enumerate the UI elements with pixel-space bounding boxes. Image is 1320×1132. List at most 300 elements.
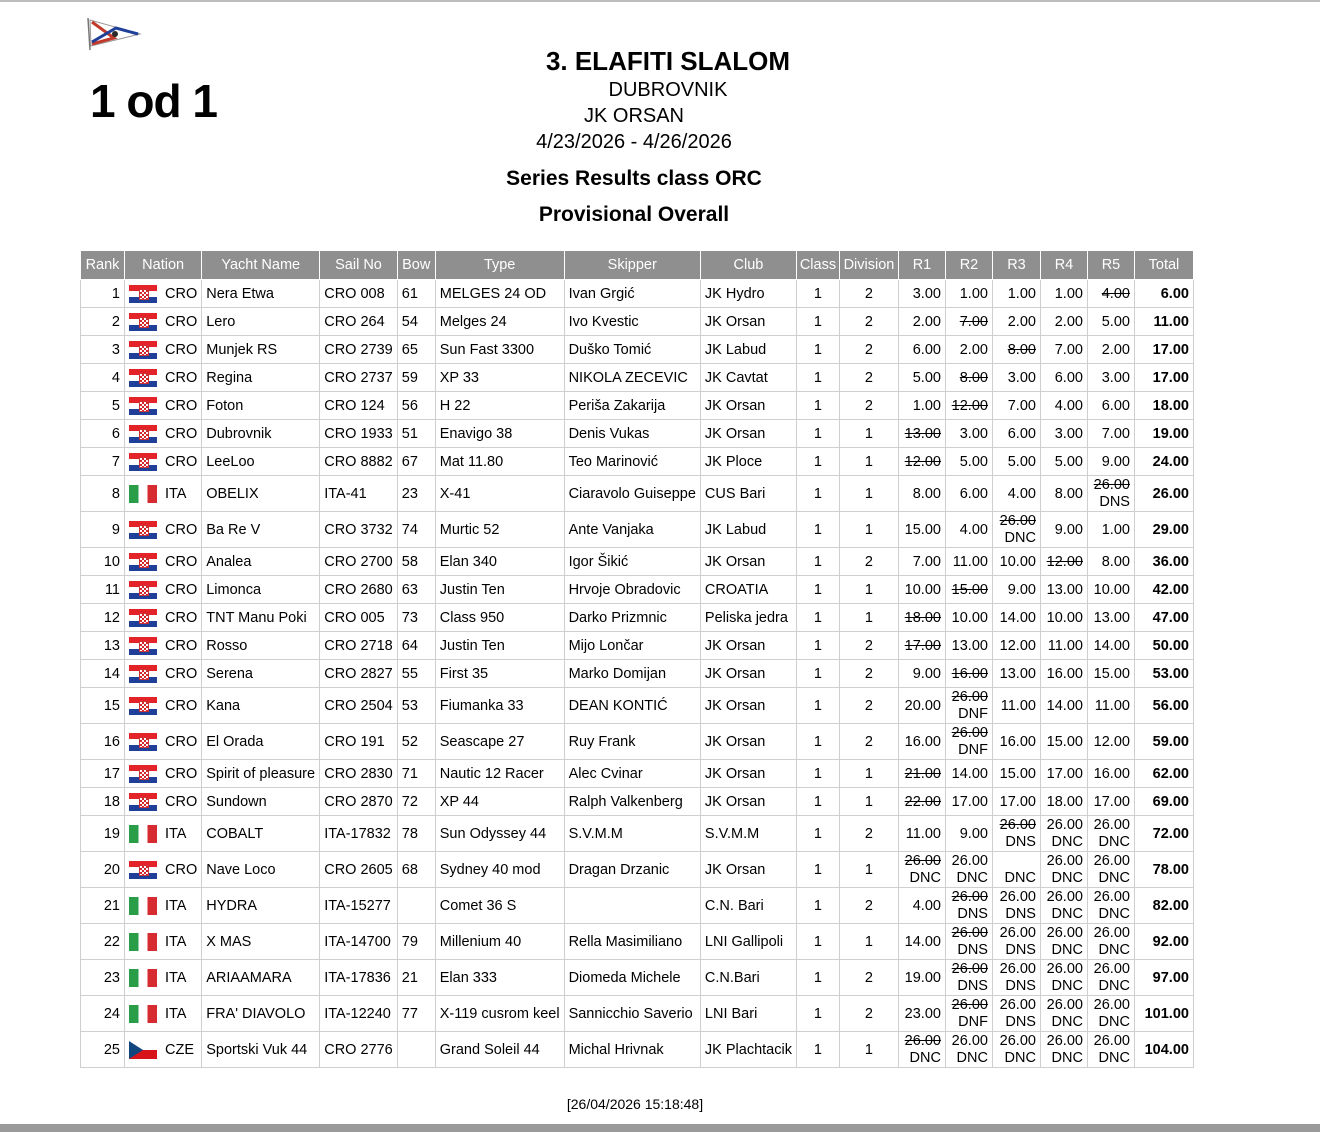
nation-code: CRO [165,581,198,598]
nation-code: ITA [165,969,187,986]
race-score-r3 [992,392,1040,420]
score-points: 2.00 [1054,313,1083,330]
race-score-r2 [945,760,992,788]
race-score-r3 [992,308,1040,336]
race-score-r3 [992,512,1040,548]
table-row [81,548,1194,576]
race-score-r1 [898,448,945,476]
score-points: 26.00 [1046,996,1083,1013]
bow-number: 59 [397,364,435,392]
row-rank: 21 [81,888,125,924]
score-code: DNS [1005,905,1036,922]
bow-number: 53 [397,688,435,724]
event-dates: 4/23/2026 - 4/26/2026 [536,131,732,153]
table-row [81,392,1194,420]
cro-flag-icon [129,733,157,751]
race-score-r1 [898,888,945,924]
yacht-name: Munjek RS [202,336,320,364]
table-row [81,576,1194,604]
bow-number [397,1032,435,1068]
bow-number: 55 [397,660,435,688]
club-name: LNI Bari [700,996,796,1032]
race-score-r2 [945,308,992,336]
score-points: 12.00 [951,397,988,414]
nation-cell [125,852,202,888]
division-value: 2 [839,816,898,852]
cro-flag-icon [129,285,157,303]
race-score-r5 [1087,660,1134,688]
score-points: 7.00 [1054,341,1083,358]
cro-flag-icon [129,665,157,683]
nation-cell [125,1032,202,1068]
race-score-r3 [992,632,1040,660]
yacht-name: El Orada [202,724,320,760]
race-score-r1 [898,392,945,420]
cro-flag-icon [129,341,157,359]
ita-flag-icon [129,897,157,915]
sail-number: CRO 2605 [320,852,398,888]
cro-flag-icon [129,609,157,627]
nation-cell [125,816,202,852]
sail-number: CRO 005 [320,604,398,632]
nation-cell [125,512,202,548]
score-points: 10.00 [1093,581,1130,598]
race-score-r1 [898,852,945,888]
nation-code: CRO [165,397,198,414]
yacht-name: ARIAAMARA [202,960,320,996]
score-code: DNC [909,869,941,886]
score-points [997,853,1036,870]
col-r2: R2 [945,251,992,280]
total-score: 50.00 [1134,632,1193,660]
score-code: DNS [957,905,988,922]
total-score: 92.00 [1134,924,1193,960]
row-rank: 19 [81,816,125,852]
score-points: 6.00 [1054,369,1083,386]
boat-type: Melges 24 [435,308,564,336]
sail-number: CRO 1933 [320,420,398,448]
race-score-r1 [898,548,945,576]
class-value: 1 [796,888,839,924]
score-points: 14.00 [1093,637,1130,654]
score-points: 26.00 [951,924,988,941]
boat-type: Seascape 27 [435,724,564,760]
score-points: 9.00 [1101,453,1130,470]
skipper-name: Teo Marinović [564,448,700,476]
col-total: Total [1134,251,1193,280]
club-name: JK Orsan [700,852,796,888]
total-score: 53.00 [1134,660,1193,688]
score-points: 6.00 [959,485,988,502]
race-score-r1 [898,420,945,448]
table-row [81,308,1194,336]
row-rank: 13 [81,632,125,660]
race-score-r1 [898,1032,945,1068]
club-name: JK Orsan [700,420,796,448]
race-score-r3 [992,688,1040,724]
race-score-r4 [1040,476,1087,512]
yacht-name: Nave Loco [202,852,320,888]
division-value: 2 [839,548,898,576]
score-points: 17.00 [1046,765,1083,782]
total-score: 19.00 [1134,420,1193,448]
race-score-r5 [1087,280,1134,308]
score-code: DNS [1005,1013,1036,1030]
score-points: 7.00 [1101,425,1130,442]
total-score: 97.00 [1134,960,1193,996]
race-score-r4 [1040,280,1087,308]
score-points: 14.00 [904,933,941,950]
table-row [81,364,1194,392]
sail-number: ITA-17836 [320,960,398,996]
col-r1: R1 [898,251,945,280]
division-value: 1 [839,1032,898,1068]
table-row [81,996,1194,1032]
score-points: 9.00 [912,665,941,682]
class-value: 1 [796,760,839,788]
score-points: 19.00 [904,969,941,986]
division-value: 2 [839,364,898,392]
race-score-r4 [1040,724,1087,760]
club-name: JK Hydro [700,280,796,308]
race-score-r5 [1087,632,1134,660]
score-points: 6.00 [1101,397,1130,414]
yacht-name: Serena [202,660,320,688]
race-score-r3 [992,548,1040,576]
race-score-r2 [945,888,992,924]
score-code: DNS [1005,977,1036,994]
score-points: 26.00 [951,688,988,705]
col-type: Type [435,251,564,280]
yacht-name: Lero [202,308,320,336]
cro-flag-icon [129,765,157,783]
yacht-name: Ba Re V [202,512,320,548]
score-points: 10.00 [1046,609,1083,626]
score-points: 5.00 [912,369,941,386]
skipper-name: Ruy Frank [564,724,700,760]
total-score: 11.00 [1134,308,1193,336]
score-points: 26.00 [1093,924,1130,941]
race-score-r5 [1087,448,1134,476]
score-points: 26.00 [1046,924,1083,941]
bow-number: 21 [397,960,435,996]
sail-number: ITA-41 [320,476,398,512]
class-value: 1 [796,604,839,632]
score-points: 3.00 [1054,425,1083,442]
row-rank: 11 [81,576,125,604]
score-points: 12.00 [999,637,1036,654]
total-score: 78.00 [1134,852,1193,888]
score-points: 1.00 [1101,521,1130,538]
score-code: DNC [956,1049,988,1066]
score-points: 26.00 [951,852,988,869]
score-points: 18.00 [904,609,941,626]
row-rank: 18 [81,788,125,816]
row-rank: 22 [81,924,125,960]
class-value: 1 [796,1032,839,1068]
table-row [81,632,1194,660]
score-points: 4.00 [1007,485,1036,502]
score-code: DNC [1004,869,1036,886]
sail-number: ITA-14700 [320,924,398,960]
yacht-name: COBALT [202,816,320,852]
score-code: DNC [1098,1049,1130,1066]
boat-type: Comet 36 S [435,888,564,924]
race-score-r2 [945,816,992,852]
division-value: 2 [839,336,898,364]
race-score-r5 [1087,604,1134,632]
race-score-r3 [992,788,1040,816]
row-rank: 6 [81,420,125,448]
race-score-r2 [945,476,992,512]
race-score-r5 [1087,420,1134,448]
score-code: DNC [1098,977,1130,994]
total-score: 104.00 [1134,1032,1193,1068]
total-score: 36.00 [1134,548,1193,576]
nation-cell [125,924,202,960]
nation-cell [125,888,202,924]
score-points: 26.00 [951,996,988,1013]
score-points: 15.00 [1093,665,1130,682]
yacht-name: Limonca [202,576,320,604]
score-points: 5.00 [959,453,988,470]
nation-code: CRO [165,665,198,682]
bow-number: 51 [397,420,435,448]
cro-flag-icon [129,313,157,331]
boat-type: Justin Ten [435,632,564,660]
score-points: 26.00 [999,960,1036,977]
score-points: 5.00 [1054,453,1083,470]
bow-number [397,888,435,924]
cro-flag-icon [129,793,157,811]
race-score-r2 [945,392,992,420]
row-rank: 25 [81,1032,125,1068]
nation-cell [125,280,202,308]
class-value: 1 [796,392,839,420]
score-code: DNS [1099,493,1130,510]
score-points: 8.00 [912,485,941,502]
club-name: JK Ploce [700,448,796,476]
score-points: 17.00 [904,637,941,654]
table-row [81,660,1194,688]
race-score-r1 [898,576,945,604]
nation-code: CRO [165,765,198,782]
race-score-r5 [1087,476,1134,512]
score-points: 26.00 [951,888,988,905]
series-title: Series Results class ORC [506,167,762,190]
division-value: 1 [839,604,898,632]
table-row [81,888,1194,924]
race-score-r5 [1087,852,1134,888]
col-yacht-name: Yacht Name [202,251,320,280]
row-rank: 5 [81,392,125,420]
division-value: 1 [839,420,898,448]
nation-code: CRO [165,697,198,714]
bow-number: 61 [397,280,435,308]
skipper-name: Mijo Lončar [564,632,700,660]
sail-number: CRO 3732 [320,512,398,548]
race-score-r4 [1040,788,1087,816]
ita-flag-icon [129,825,157,843]
table-row [81,280,1194,308]
boat-type: Mat 11.80 [435,448,564,476]
nation-code: ITA [165,825,187,842]
club-name: C.N. Bari [700,888,796,924]
table-row [81,476,1194,512]
results-table [80,250,1194,1068]
yacht-name: Spirit of pleasure [202,760,320,788]
race-score-r2 [945,512,992,548]
club-name: JK Orsan [700,724,796,760]
event-club: JK ORSAN [583,105,685,127]
race-score-r4 [1040,760,1087,788]
score-points: 26.00 [1093,476,1130,493]
race-score-r2 [945,420,992,448]
race-score-r1 [898,308,945,336]
race-score-r4 [1040,996,1087,1032]
race-score-r1 [898,760,945,788]
row-rank: 24 [81,996,125,1032]
skipper-name: Ante Vanjaka [564,512,700,548]
race-score-r5 [1087,336,1134,364]
ita-flag-icon [129,1005,157,1023]
sail-number: CRO 264 [320,308,398,336]
score-points: 9.00 [1007,581,1036,598]
race-score-r2 [945,688,992,724]
score-code: DNS [957,941,988,958]
class-value: 1 [796,336,839,364]
class-value: 1 [796,364,839,392]
skipper-name: DEAN KONTIĆ [564,688,700,724]
yacht-name: TNT Manu Poki [202,604,320,632]
event-title: 3. ELAFITI SLALOM [545,46,791,76]
score-points: 15.00 [1046,733,1083,750]
race-score-r1 [898,924,945,960]
cro-flag-icon [129,369,157,387]
row-rank: 17 [81,760,125,788]
nation-code: ITA [165,933,187,950]
score-points: 14.00 [999,609,1036,626]
race-score-r1 [898,960,945,996]
ita-flag-icon [129,933,157,951]
race-score-r1 [898,476,945,512]
skipper-name: Michal Hrivnak [564,1032,700,1068]
score-points: 26.00 [999,816,1036,833]
score-points: 1.00 [959,285,988,302]
nation-cell [125,724,202,760]
table-header-row [81,251,1194,280]
race-score-r4 [1040,688,1087,724]
race-score-r3 [992,816,1040,852]
score-points: 16.00 [1046,665,1083,682]
col-bow: Bow [397,251,435,280]
score-code: DNC [1098,941,1130,958]
score-points: 6.00 [1007,425,1036,442]
total-score: 6.00 [1134,280,1193,308]
score-code: DNC [1098,833,1130,850]
division-value: 2 [839,632,898,660]
sail-number: CRO 2718 [320,632,398,660]
boat-type: X-119 cusrom keel [435,996,564,1032]
score-points: 26.00 [951,1032,988,1049]
ita-flag-icon [129,969,157,987]
skipper-name: NIKOLA ZECEVIC [564,364,700,392]
sail-number: CRO 2827 [320,660,398,688]
yacht-name: Dubrovnik [202,420,320,448]
boat-type: Sun Odyssey 44 [435,816,564,852]
score-points: 11.00 [1094,697,1130,714]
nation-cell [125,788,202,816]
race-score-r2 [945,996,992,1032]
sail-number: CRO 2504 [320,688,398,724]
club-name: LNI Gallipoli [700,924,796,960]
score-points: 8.00 [1054,485,1083,502]
sail-number: ITA-17832 [320,816,398,852]
nation-code: CZE [165,1041,194,1058]
race-score-r3 [992,660,1040,688]
skipper-name: Alec Cvinar [564,760,700,788]
score-code: DNC [1004,529,1036,546]
division-value: 2 [839,660,898,688]
race-score-r2 [945,1032,992,1068]
sail-number: CRO 2776 [320,1032,398,1068]
results-status: Provisional Overall [538,203,730,226]
bow-number: 54 [397,308,435,336]
table-row [81,512,1194,548]
score-points: 4.00 [1054,397,1083,414]
total-score: 69.00 [1134,788,1193,816]
score-points: 15.00 [904,521,941,538]
race-score-r5 [1087,924,1134,960]
class-value: 1 [796,852,839,888]
total-score: 18.00 [1134,392,1193,420]
sail-number: CRO 2700 [320,548,398,576]
bow-number: 64 [397,632,435,660]
race-score-r4 [1040,336,1087,364]
cro-flag-icon [129,861,157,879]
race-score-r4 [1040,392,1087,420]
club-name: JK Labud [700,512,796,548]
race-score-r2 [945,660,992,688]
boat-type: Nautic 12 Racer [435,760,564,788]
club-name: JK Orsan [700,392,796,420]
race-score-r3 [992,448,1040,476]
club-name: JK Orsan [700,788,796,816]
class-value: 1 [796,788,839,816]
race-score-r5 [1087,816,1134,852]
sail-number: CRO 8882 [320,448,398,476]
score-points: 12.00 [1093,733,1130,750]
race-score-r4 [1040,816,1087,852]
race-score-r4 [1040,888,1087,924]
sail-number: CRO 2680 [320,576,398,604]
score-points: 26.00 [1093,1032,1130,1049]
col-r3: R3 [992,251,1040,280]
score-points: 26.00 [1093,852,1130,869]
nation-code: CRO [165,425,198,442]
bow-number: 63 [397,576,435,604]
skipper-name: Denis Vukas [564,420,700,448]
class-value: 1 [796,688,839,724]
top-border [0,0,1320,2]
race-score-r5 [1087,788,1134,816]
club-name: JK Cavtat [700,364,796,392]
total-score: 42.00 [1134,576,1193,604]
club-name: S.V.M.M [700,816,796,852]
score-points: 3.00 [1007,369,1036,386]
race-score-r3 [992,724,1040,760]
skipper-name: Duško Tomić [564,336,700,364]
